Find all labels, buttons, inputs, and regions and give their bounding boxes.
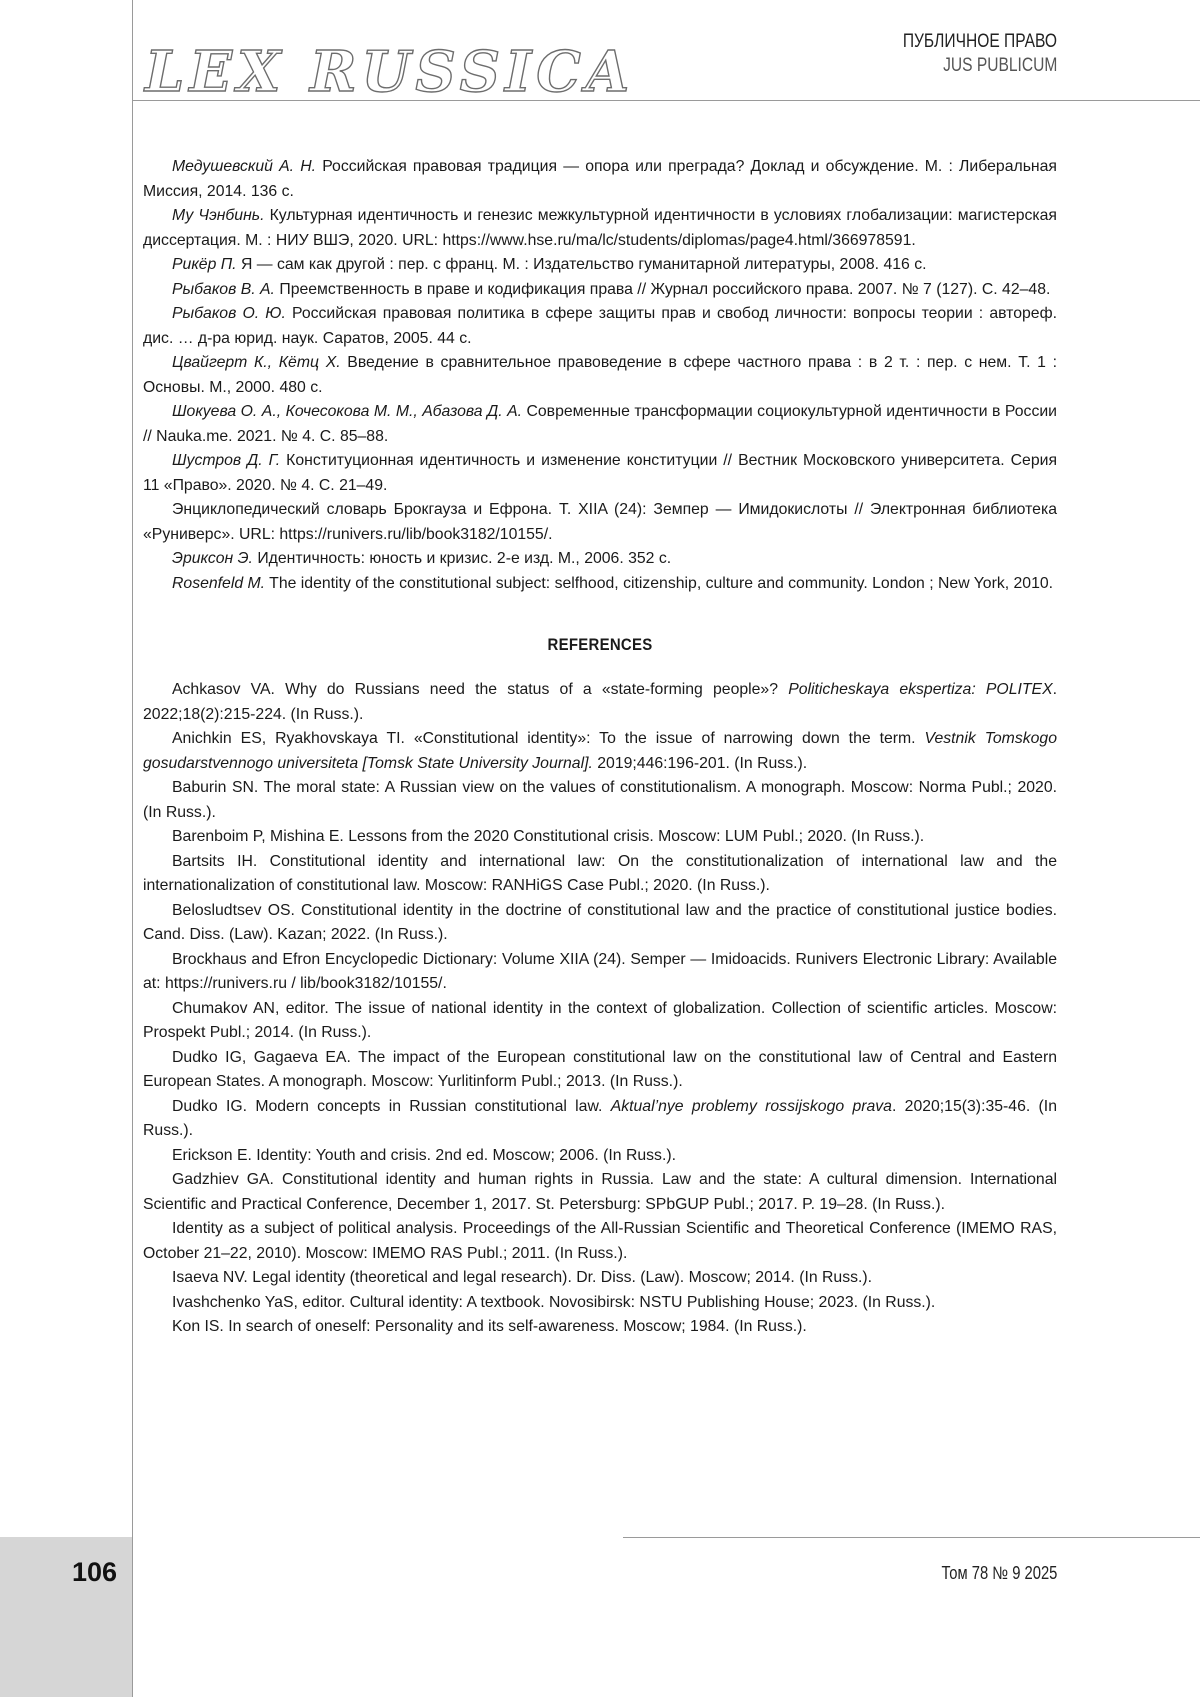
reference-text: Gadzhiev GA. Constitutional identity and human rights in Russia. Law and the state: A cultural dimension. International Scientific and Practical Conference, December 1, 2017. St. Petersburg: SPbGUP Publ.; 2017. P. 19–28. (In Russ.). — [143, 1171, 1057, 1213]
reference-entry — [143, 1291, 1057, 1316]
reference-journal: Vestnik Tomskogo gosudarstvennogo universiteta [Tomsk State University Journal]. — [143, 730, 1057, 772]
reference-text: Ivashchenko YaS, editor. Cultural identity: A textbook. Novosibirsk: NSTU Publishing House; 2023. (In Russ.). — [172, 1293, 936, 1311]
entry-text: Я — сам как другой : пер. с франц. М. : Издательство гуманитарной литературы, 2008. 416 с. — [236, 256, 927, 273]
reference-text: Anichkin ES, Ryakhovskaya TI. «Constitutional identity»: To the issue of narrowing down the term. — [172, 730, 925, 747]
section-title: ПУБЛИЧНОЕ ПРАВО — [902, 31, 1057, 52]
entry-author: Медушевский А. Н. — [172, 158, 317, 175]
reference-entry — [143, 948, 1057, 997]
page-number: 106 — [72, 1557, 118, 1587]
reference-text: Bartsits IH. Constitutional identity and international law: On the constitutionalization of international law and the internationalization of constitutional law. Moscow: RANHiGS Case Publ.; 2020. (In Russ.). — [143, 852, 1057, 894]
bibliography-entry — [143, 400, 1057, 449]
entry-text: Конституционная идентичность и изменение конституции // Вестник Московского университета. Серия 11 «Право». 2020. № 4. С. 21–49. — [143, 452, 1057, 494]
bibliography-entry — [143, 351, 1057, 400]
reference-text: Dudko IG. Modern concepts in Russian constitutional law. — [172, 1097, 611, 1115]
reference-text: Erickson E. Identity: Youth and crisis. 2nd ed. Moscow; 2006. (In Russ.). — [172, 1146, 676, 1164]
entry-text: Энциклопедический словарь Брокгауза и Ефрона. Т. XIIA (24): Земпер — Имидокислоты // Электронная библиотека «Руниверс». URL: https://runivers.ru/lib/book3182/10155/. — [143, 501, 1057, 543]
bibliography-entry — [143, 204, 1057, 253]
issue-info: Том 78 № 9 2025 — [941, 1563, 1057, 1583]
entry-author: Рыбаков В. А. — [172, 280, 275, 298]
entry-text: Российская правовая политика в сфере защиты прав и свобод личности: вопросы теории : автореф. дис. … д-ра юрид. наук. Саратов, 2005. 44 с. — [143, 305, 1057, 347]
footer-rule — [623, 1537, 1200, 1538]
reference-entry — [143, 1168, 1057, 1217]
reference-text: Identity as a subject of political analysis. Proceedings of the All-Russian Scientific and Theoretical Conference (IMEMO RAS, October 21–22, 2010). Moscow: IMEMO RAS Publ.; 2011. (In Russ.). — [143, 1220, 1057, 1262]
bibliography-entry — [143, 278, 1057, 303]
reference-text: Achkasov VA. Why do Russians need the status of a «state-forming people»? — [172, 681, 789, 698]
bibliography-entry — [143, 449, 1057, 498]
entry-text: Преемственность в праве и кодификация права // Журнал российского права. 2007. № 7 (127). С. 42–48. — [274, 280, 1051, 298]
bibliography-entry — [143, 302, 1057, 351]
reference-text: Barenboim P, Mishina E. Lessons from the 2020 Constitutional crisis. Moscow: LUM Publ.; 2020. (In Russ.). — [172, 828, 925, 845]
reference-text: Baburin SN. The moral state: A Russian view on the values of constitutionalism. A monograph. Moscow: Norma Publ.; 2020. (In Russ.). — [143, 779, 1057, 821]
entry-author: Рыбаков О. Ю. — [172, 305, 286, 322]
reference-text: . 2020;15(3):35-46. (In Russ.). — [143, 1097, 1057, 1139]
reference-text: 2019;446:196-201. (In Russ.). — [592, 754, 808, 772]
bibliography-entry — [143, 547, 1057, 572]
reference-entry — [143, 1095, 1057, 1144]
reference-text: Chumakov AN, editor. The issue of national identity in the context of globalization. Collection of scientific articles. Moscow: Prospekt Publ.; 2014. (In Russ.). — [143, 999, 1057, 1041]
left-margin-rule — [132, 0, 133, 1697]
reference-entry — [143, 776, 1057, 825]
bibliography-entry — [143, 572, 1057, 597]
page-content — [143, 155, 1057, 1340]
entry-text: Введение в сравнительное правоведение в сфере частного права : в 2 т. : пер. с нем. Т. 1 : Основы. М., 2000. 480 с. — [143, 354, 1058, 396]
reference-text: Brockhaus and Efron Encyclopedic Dictionary: Volume XIIA (24). Semper — Imidoacids. Runivers Electronic Library: Available at: https://runivers.ru / lib/book3182/10155/. — [143, 950, 1057, 992]
entry-text: The identity of the constitutional subject: selfhood, citizenship, culture and community. London ; New York, 2010. — [265, 574, 1054, 592]
bibliography-entry — [143, 253, 1057, 278]
entry-text: Идентичность: юность и кризис. 2-е изд. М., 2006. 352 с. — [252, 550, 672, 567]
entry-text: Культурная идентичность и генезис межкультурной идентичности в условиях глобализации: магистерская диссертация. М. : НИУ ВШЭ, 2020. URL: https://www.hse.ru/ma/lc/students/diplomas/page4.html/366978591. — [143, 207, 1057, 249]
entry-author: Шокуева О. А., Кочесокова М. М., Абазова Д. А. — [172, 403, 522, 420]
bibliography-entry — [143, 498, 1057, 547]
reference-entry — [143, 678, 1057, 727]
reference-entry — [143, 850, 1057, 899]
journal-logo: LEX RUSSICA — [145, 39, 635, 105]
references-list — [143, 678, 1057, 1340]
reference-journal: Aktual’nye problemy rossijskogo prava — [610, 1097, 892, 1115]
reference-entry — [143, 1217, 1057, 1266]
references-section — [143, 633, 1057, 1340]
reference-entry — [143, 727, 1057, 776]
entry-author: Рикёр П. — [172, 256, 237, 273]
entry-author: Му Чэнбинь. — [172, 207, 265, 224]
reference-text: Belosludtsev OS. Constitutional identity in the doctrine of constitutional law and the practice of constitutional justice bodies. Cand. Diss. (Law). Kazan; 2022. (In Russ.). — [143, 901, 1057, 943]
reference-entry — [143, 899, 1057, 948]
reference-entry — [143, 997, 1057, 1046]
reference-text: Isaeva NV. Legal identity (theoretical and legal research). Dr. Diss. (Law). Moscow; 2014. (In Russ.). — [172, 1269, 873, 1286]
entry-text: Российская правовая традиция — опора или преграда? Доклад и обсуждение. М. : Либеральная Миссия, 2014. 136 с. — [143, 158, 1057, 200]
reference-text: . 2022;18(2):215-224. (In Russ.). — [143, 681, 1058, 723]
entry-author: Шустров Д. Г. — [172, 452, 281, 469]
entry-author: Rosenfeld M. — [172, 574, 266, 592]
reference-entry — [143, 1144, 1057, 1169]
reference-entry — [143, 1046, 1057, 1095]
section-subtitle: JUS PUBLICUM — [942, 55, 1057, 76]
reference-text: Kon IS. In search of oneself: Personality and its self-awareness. Moscow; 1984. (In Russ.). — [172, 1318, 807, 1335]
reference-entry — [143, 1315, 1057, 1340]
bibliography-entry — [143, 155, 1057, 204]
bibliography-list — [143, 155, 1057, 596]
reference-text: Dudko IG, Gagaeva EA. The impact of the European constitutional law on the constitutional law of Central and Eastern European States. A monograph. Moscow: Yurlitinform Publ.; 2013. (In Russ.). — [143, 1048, 1057, 1090]
reference-journal: Politicheskaya ekspertiza: POLITEX — [788, 681, 1053, 698]
entry-text: Современные трансформации социокультурной идентичности в России // Nauka.me. 2021. № 4. С. 85–88. — [143, 403, 1057, 445]
entry-author: Цвайгерт К., Кётц Х. — [172, 354, 341, 371]
entry-author: Эриксон Э. — [172, 550, 253, 567]
reference-entry — [143, 1266, 1057, 1291]
references-heading: REFERENCES — [547, 635, 653, 654]
reference-entry — [143, 825, 1057, 850]
